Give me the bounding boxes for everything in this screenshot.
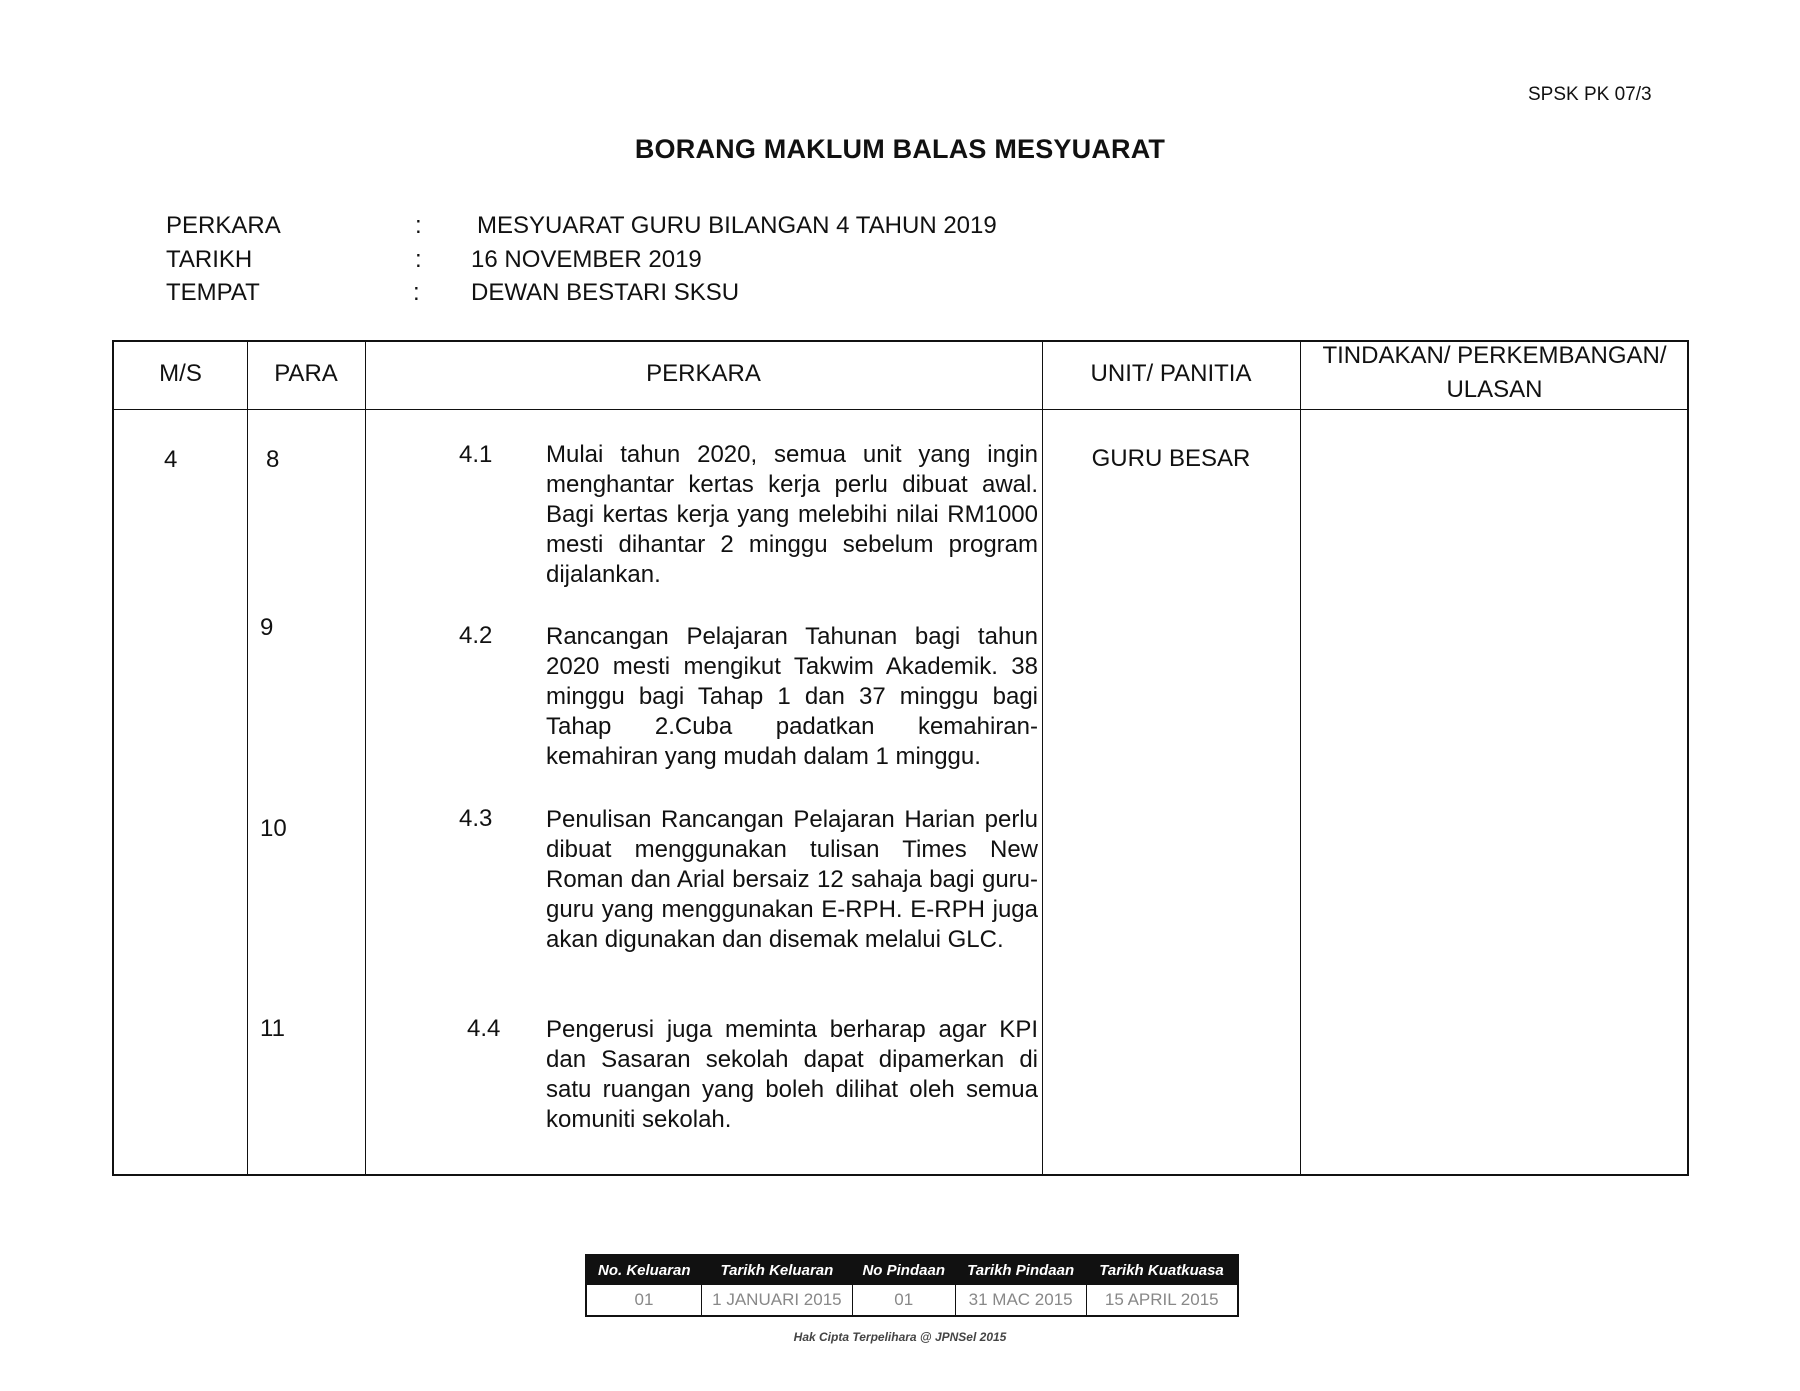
item-text: Mulai tahun 2020, semua unit yang ingin menghantar kertas kerja perlu dibuat awal. Bagi kertas kerja yang melebihi nilai RM1000 mesti dihantar 2 minggu sebelum program dijalankan. <box>546 441 1038 588</box>
copyright-notice: Hak Cipta Terpelihara @ JPNSel 2015 <box>793 1330 1007 1344</box>
item-number: 4.4 <box>467 1015 501 1042</box>
document-code: SPSK PK 07/3 <box>1528 84 1652 105</box>
revision-header: No. Keluaran <box>586 1255 702 1285</box>
unit-value: GURU BESAR <box>1091 445 1251 472</box>
para-value: 10 <box>260 815 287 842</box>
revision-table <box>585 1254 1239 1317</box>
revision-header: Tarikh Kuatkuasa <box>1086 1255 1238 1285</box>
revision-header: Tarikh Keluaran <box>702 1255 853 1285</box>
column-divider <box>1300 342 1301 1174</box>
column-divider <box>247 342 248 1174</box>
item-text: Rancangan Pelajaran Tahunan bagi tahun 2020 mesti mengikut Takwim Akademik. 38 minggu bagi Tahap 1 dan 37 minggu bagi Tahap 2.Cuba padatkan kemahiran-kemahiran yang mudah dalam 1 minggu. <box>546 623 1038 770</box>
para-value: 8 <box>266 446 280 473</box>
meta-separator: : <box>415 212 422 239</box>
item-text: Pengerusi juga meminta berharap agar KPI dan Sasaran sekolah dapat dipamerkan di satu ruangan yang boleh dilihat oleh semua komuniti sekolah. <box>546 1016 1038 1133</box>
para-value: 11 <box>260 1015 285 1042</box>
revision-value: 31 MAC 2015 <box>955 1285 1086 1317</box>
item-number: 4.3 <box>459 805 493 832</box>
column-divider <box>365 342 366 1174</box>
meta-label: TEMPAT <box>166 279 260 306</box>
meta-value: 16 NOVEMBER 2019 <box>471 246 702 273</box>
meta-value: DEWAN BESTARI SKSU <box>471 279 740 306</box>
header-unit: UNIT/ PANITIA <box>1090 360 1252 387</box>
revision-header: No Pindaan <box>852 1255 955 1285</box>
ms-value: 4 <box>164 446 178 473</box>
item-text: Penulisan Rancangan Pelajaran Harian perlu dibuat menggunakan tulisan Times New Roman dan Arial bersaiz 12 sahaja bagi guru-guru yang menggunakan E-RPH. E-RPH juga akan digunakan dan disemak melalui GLC. <box>546 806 1038 953</box>
revision-value-row <box>586 1285 1238 1317</box>
item-number: 4.2 <box>459 622 493 649</box>
meta-separator: : <box>415 246 422 273</box>
revision-value: 01 <box>852 1285 955 1317</box>
revision-header: Tarikh Pindaan <box>955 1255 1086 1285</box>
form-title: BORANG MAKLUM BALAS MESYUARAT <box>634 134 1166 164</box>
header-divider <box>114 409 1687 410</box>
header-para: PARA <box>274 360 338 387</box>
revision-value: 1 JANUARI 2015 <box>702 1285 853 1317</box>
meta-value: MESYUARAT GURU BILANGAN 4 TAHUN 2019 <box>477 212 997 239</box>
meta-separator: : <box>413 279 420 306</box>
feedback-table <box>112 340 1689 1176</box>
para-value: 9 <box>260 614 274 641</box>
item-number: 4.1 <box>459 441 493 468</box>
revision-value: 01 <box>586 1285 702 1317</box>
header-tindakan-line1: TINDAKAN/ PERKEMBANGAN/ <box>1322 342 1667 369</box>
revision-header-row <box>586 1255 1238 1285</box>
meta-label: TARIKH <box>166 246 253 273</box>
header-perkara: PERKARA <box>646 360 761 387</box>
header-ms: M/S <box>159 360 202 387</box>
meta-label: PERKARA <box>166 212 281 239</box>
revision-value: 15 APRIL 2015 <box>1086 1285 1238 1317</box>
header-tindakan-line2: ULASAN <box>1446 376 1543 403</box>
